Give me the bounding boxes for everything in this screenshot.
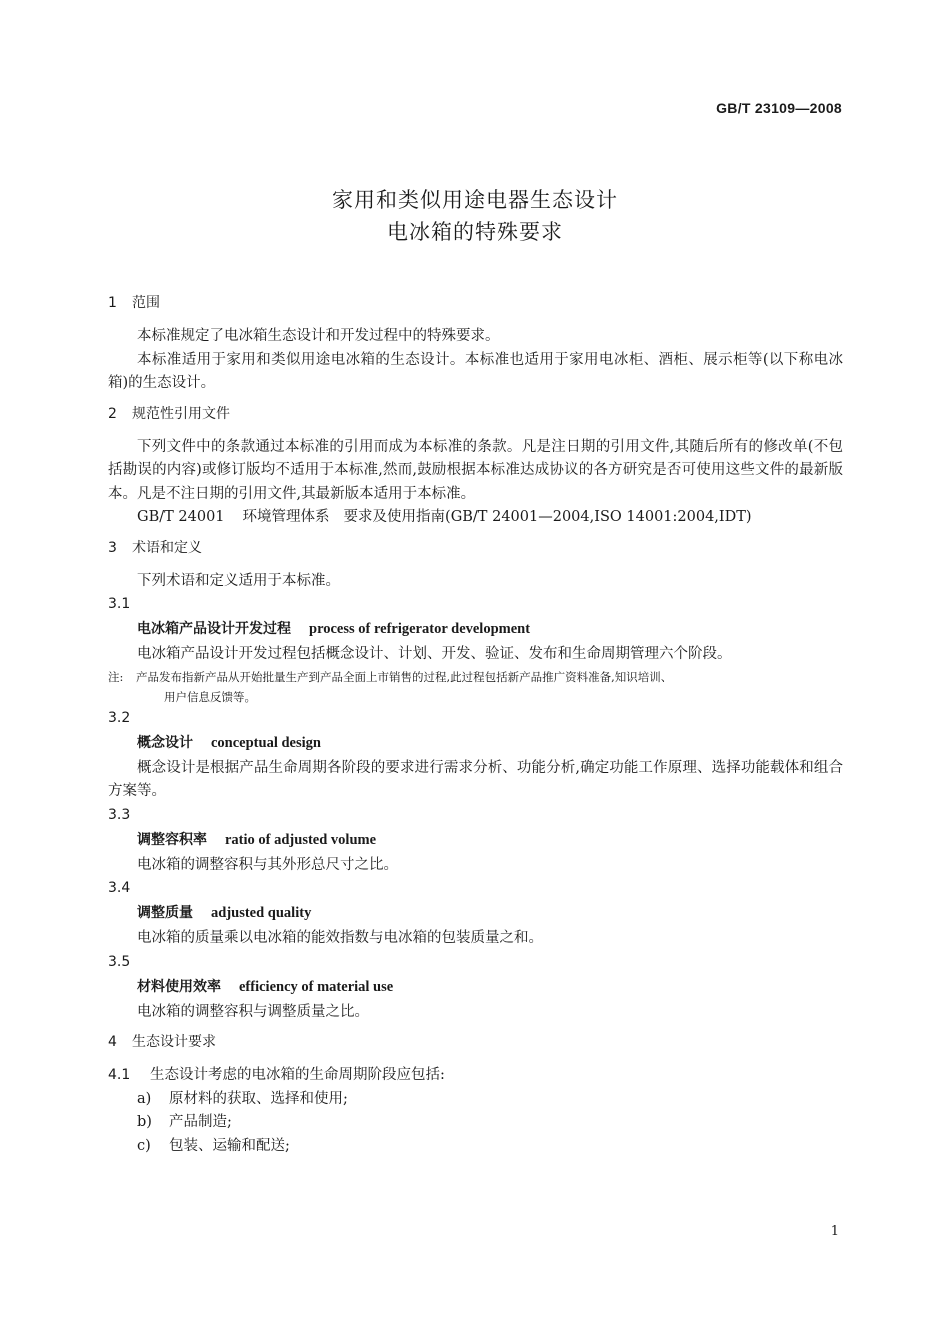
section-number: 4 [108,1034,117,1050]
note-label: 注: [108,669,124,684]
term-number: 3.2 [108,709,131,726]
page-number: 1 [830,1224,839,1239]
clause-text: 生态设计考虑的电冰箱的生命周期阶段应包括: [150,1067,445,1083]
section-title: 生态设计要求 [132,1034,216,1050]
standard-code: GB/T 23109—2008 [716,100,842,116]
clause-paragraph [108,1064,843,1088]
reference-code: GB/T 24001 [137,509,225,525]
term-number: 3.5 [108,953,131,970]
section-heading-1 [108,292,843,315]
document-title-line2: 电冰箱的特殊要求 [387,220,563,244]
list-item [108,1088,843,1112]
term-english: conceptual design [211,734,321,751]
section-heading-4 [108,1031,843,1054]
term-number: 3.3 [108,806,131,823]
term-chinese: 材料使用效率 [137,978,221,995]
note-continuation: 用户信息反馈等。 [164,689,256,704]
section-title: 术语和定义 [132,539,202,556]
section-heading-2 [108,403,843,426]
term-chinese: 调整质量 [137,905,193,921]
paragraph: 本标准规定了电冰箱生态设计和开发过程中的特殊要求。 [137,328,500,344]
section-heading-3 [108,537,843,560]
term-number: 3.1 [108,596,131,612]
paragraph: 下列术语和定义适用于本标准。 [137,572,340,589]
list-text: 原材料的获取、选择和使用; [169,1090,348,1107]
paragraph: 下列文件中的条款通过本标准的引用而成为本标准的条款。凡是注日期的引用文件,其随后所有的修改单(不包括勘误的内容)或修订版均不适用于本标准,然而,鼓励根据本标准达成协议的各方研究是否可使用这些文件的最新版本。凡是不注日期的引用文件,其最新版本适用于本标准。 [108,438,843,502]
document-body [108,292,843,1158]
section-title: 范围 [132,295,160,311]
term-definition: 概念设计是根据产品生命周期各阶段的要求进行需求分析、功能分析,确定功能工作原理、选择功能载体和组合方案等。 [108,759,843,799]
list-text: 产品制造; [169,1114,232,1130]
term-english: adjusted quality [211,905,312,921]
term-definition: 电冰箱的调整容积与其外形总尺寸之比。 [137,856,398,873]
term-english: efficiency of material use [239,978,394,995]
term-definition: 电冰箱的调整容积与调整质量之比。 [137,1003,369,1020]
term-definition: 电冰箱产品设计开发过程包括概念设计、计划、开发、验证、发布和生命周期管理六个阶段。 [137,646,732,662]
normative-reference [108,506,843,530]
term-chinese: 调整容积率 [137,831,207,848]
term-entry [108,900,843,927]
document-title-line1: 家用和类似用途电器生态设计 [332,188,618,212]
list-marker: c) [137,1137,151,1154]
term-entry [108,616,843,643]
term-entry [108,730,843,757]
note-text: 产品发布指新产品从开始批量生产到产品全面上市销售的过程,此过程包括新产品推广资料准备,知识培训、 [136,669,673,684]
list-text: 包装、运输和配送; [169,1137,290,1154]
term-number: 3.4 [108,880,131,896]
section-number: 2 [108,405,117,422]
note [108,667,843,687]
section-number: 3 [108,539,117,556]
clause-number: 4.1 [108,1067,131,1083]
term-chinese: 概念设计 [137,734,193,751]
reference-title: 环境管理体系 [242,509,330,525]
list-marker: a) [137,1090,152,1107]
section-number: 1 [108,295,117,311]
term-entry [108,974,843,1001]
paragraph: 本标准适用于家用和类似用途电冰箱的生态设计。本标准也适用于家用电冰柜、酒柜、展示柜等(以下称电冰箱)的生态设计。 [108,351,843,391]
list-item [108,1135,843,1159]
term-entry [108,827,843,854]
term-chinese: 电冰箱产品设计开发过程 [137,621,291,637]
term-definition: 电冰箱的质量乘以电冰箱的能效指数与电冰箱的包装质量之和。 [137,930,543,946]
term-english: process of refrigerator development [309,621,531,637]
list-marker: b) [137,1114,152,1130]
list-item [108,1111,843,1135]
section-title: 规范性引用文件 [132,405,230,422]
reference-subtitle: 要求及使用指南(GB/T 24001—2004,ISO 14001:2004,IDT) [343,509,752,525]
term-english: ratio of adjusted volume [225,831,377,848]
